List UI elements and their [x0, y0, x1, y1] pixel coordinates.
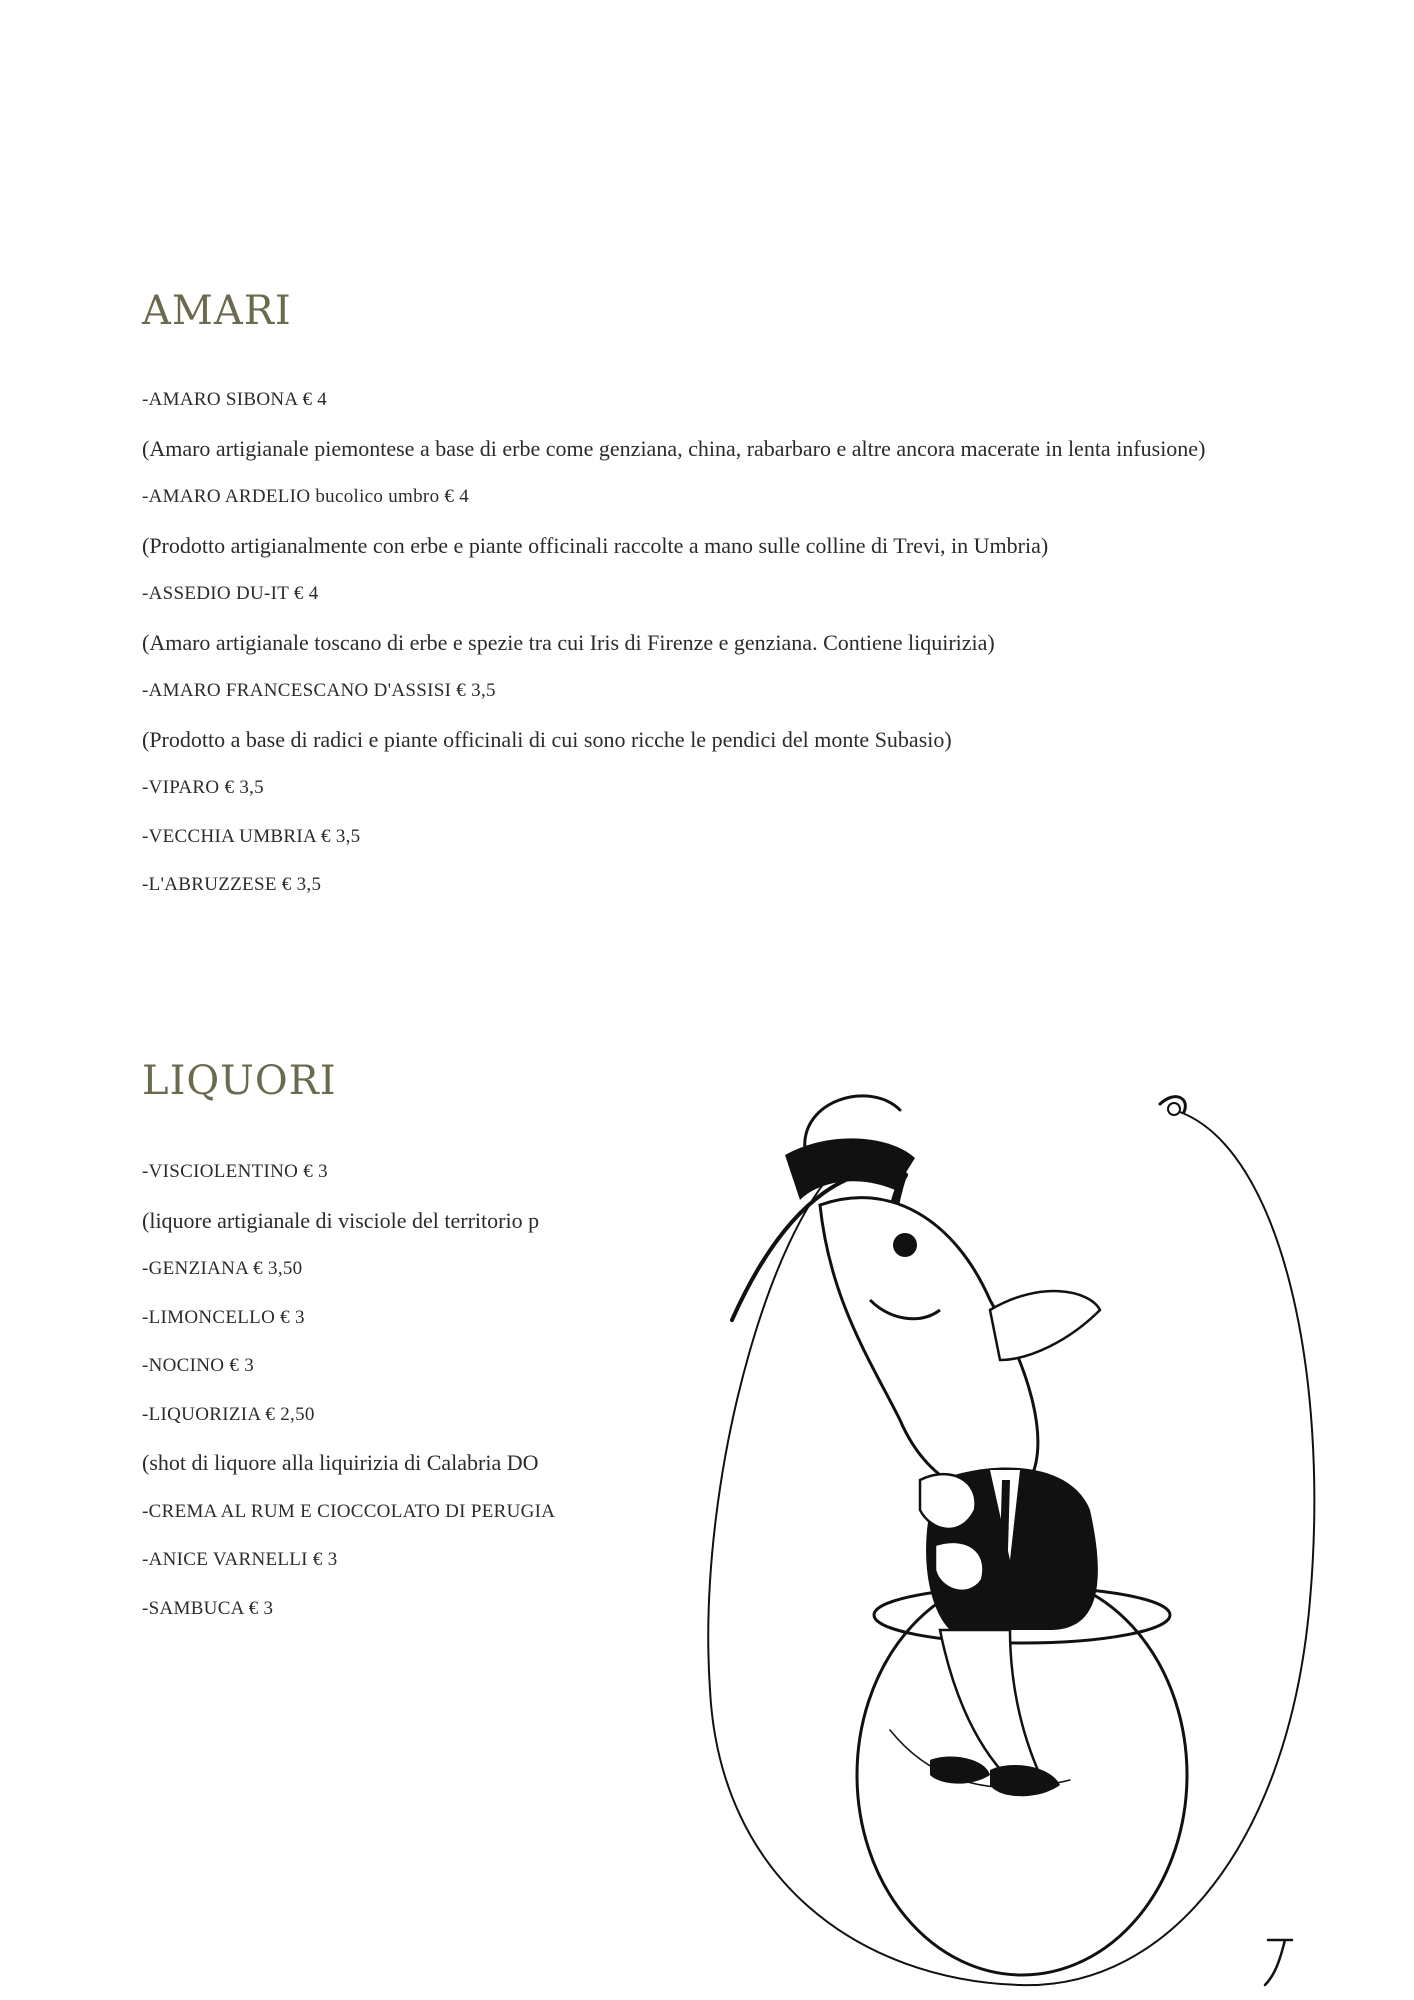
menu-item: -VIPARO € 3,5	[142, 777, 264, 798]
menu-item-description: (Prodotto a base di radici e piante officinali di cui sono ricche le pendici del monte Subasio)	[142, 726, 952, 752]
menu-item-description: (Amaro artigianale piemontese a base di erbe come genziana, china, rabarbaro e altre ancora macerate in lenta infusione)	[142, 435, 1206, 461]
menu-item-description: (Prodotto artigianalmente con erbe e piante officinali raccolte a mano sulle colline di Trevi, in Umbria)	[142, 532, 1049, 558]
menu-item: -VECCHIA UMBRIA € 3,5	[142, 825, 361, 847]
menu-item: -SAMBUCA € 3	[142, 1597, 274, 1619]
menu-item: -CREMA AL RUM E CIOCCOLATO DI PERUGIA	[142, 1500, 556, 1522]
menu-item: -GENZIANA € 3,50	[142, 1258, 303, 1279]
menu-item: -LIQUORIZIA € 2,50	[142, 1403, 315, 1425]
fish-illustration-icon	[690, 1040, 1330, 1990]
menu-item-description: (Amaro artigianale toscano di erbe e spezie tra cui Iris di Firenze e genziana. Contiene liquirizia)	[142, 629, 995, 655]
menu-item: -L'ABRUZZESE € 3,5	[142, 874, 322, 895]
liquori-list	[142, 1148, 570, 1633]
amari-list	[142, 376, 1205, 910]
artist-signature-icon	[1265, 1940, 1292, 1985]
menu-item-description: (shot di liquore alla liquirizia di Calabria DO	[142, 1450, 539, 1475]
menu-item: -ANICE VARNELLI € 3	[142, 1549, 338, 1570]
menu-item: -AMARO SIBONA € 4	[142, 389, 328, 410]
menu-item: -VISCIOLENTINO € 3	[142, 1161, 328, 1182]
menu-item: -AMARO ARDELIO bucolico umbro € 4	[142, 486, 470, 507]
menu-item: -LIMONCELLO € 3	[142, 1306, 305, 1328]
amari-heading: AMARI	[142, 288, 292, 334]
menu-item: -NOCINO € 3	[142, 1355, 255, 1376]
menu-item: -AMARO FRANCESCANO D'ASSISI € 3,5	[142, 680, 496, 701]
menu-item-description: (liquore artigianale di visciole del territorio p	[142, 1207, 540, 1233]
menu-item: -ASSEDIO DU-IT € 4	[142, 583, 319, 604]
liquori-heading: LIQUORI	[142, 1058, 337, 1104]
